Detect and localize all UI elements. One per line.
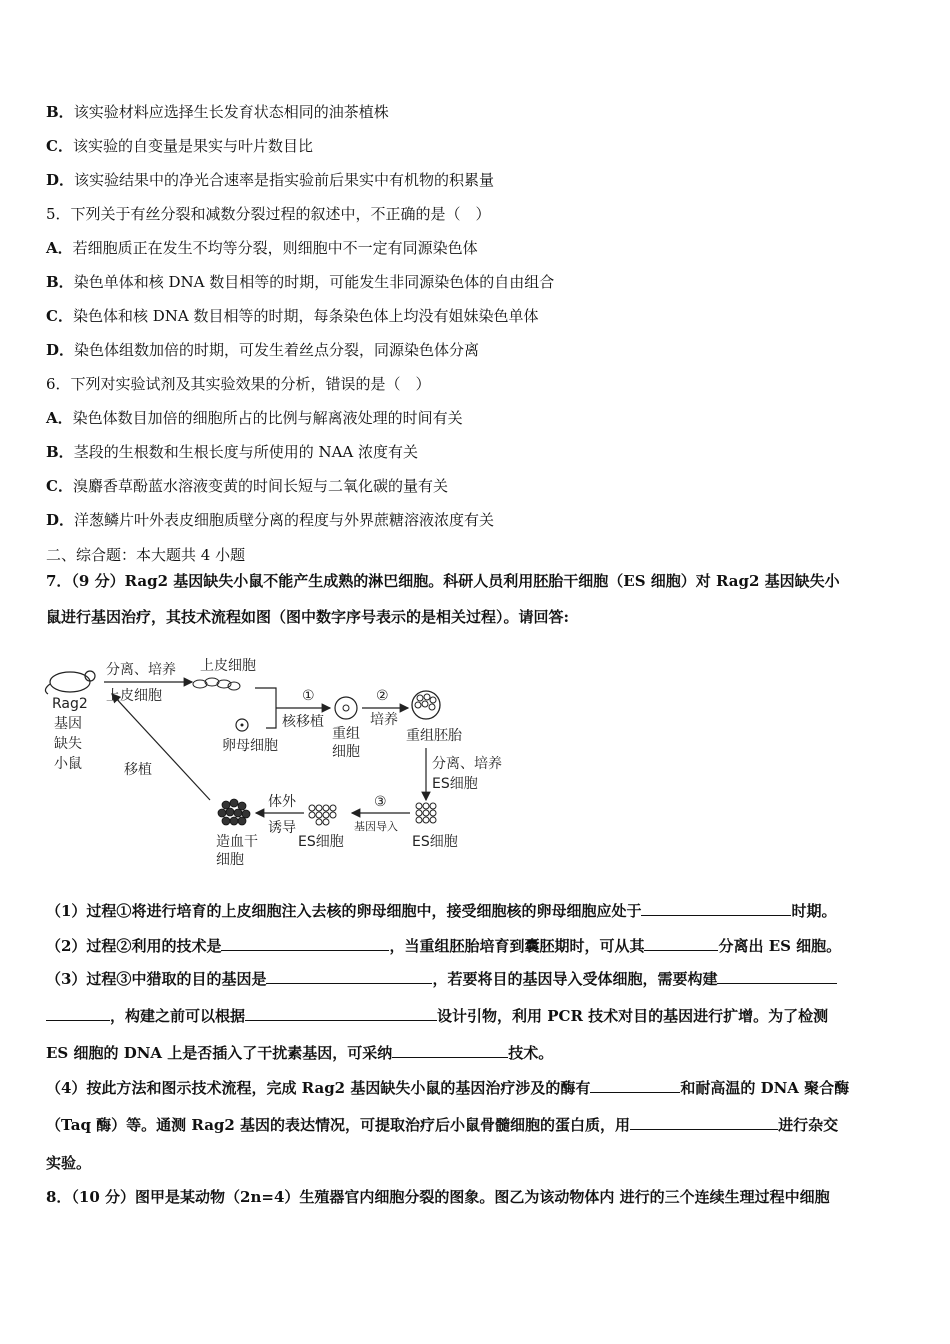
- option-text: 染色体组数加倍的时期，可发生着丝点分裂，同源染色体分离: [74, 341, 480, 359]
- answer-blank[interactable]: [221, 936, 389, 951]
- q7-sub3-line3: ES 细胞的 DNA 上是否插入了干扰素基因，可采纳 技术。: [46, 1044, 554, 1062]
- induce-label-2: 诱导: [268, 820, 296, 836]
- embryo-label: 重组胚胎: [406, 728, 462, 744]
- q5-option-d: [46, 339, 479, 361]
- option-text: 染色体数目加倍的细胞所占的比例与解离液处理的时间有关: [72, 409, 463, 427]
- option-label: D．: [46, 511, 75, 529]
- es-cells-right-icon: [416, 803, 436, 823]
- es-cells-middle-icon: [309, 805, 336, 825]
- q8-stem-line1: 8．（10 分）图甲是某动物（2n=4）生殖器官内细胞分裂的图象。图乙为该动物体内 进行的三个连续生理过程中细胞: [46, 1188, 830, 1206]
- step2-number: ②: [376, 688, 389, 704]
- transplant-label: 移植: [124, 762, 152, 778]
- transplant-arrow: [112, 694, 210, 800]
- section-heading: 二、综合题：本大题共 4 小题: [46, 546, 246, 564]
- step1-number: ①: [302, 688, 315, 704]
- option-text: 洋葱鳞片叶外表皮细胞质壁分离的程度与外界蔗糖溶液浓度有关: [74, 511, 495, 529]
- mouse-label-4: 小鼠: [54, 756, 82, 772]
- option-label: A．: [46, 239, 73, 257]
- step2-label: 培养: [370, 712, 398, 728]
- arrow1-top-label: 分离、培养: [106, 662, 176, 678]
- recombinant-label-1: 重组: [332, 726, 360, 742]
- q7-stem-line1: 7．（9 分）Rag2 基因缺失小鼠不能产生成熟的淋巴细胞。科研人员利用胚胎干细胞（ES 细胞）对 Rag2 基因缺失小: [46, 572, 840, 590]
- mouse-icon: [45, 671, 95, 694]
- arrow1-bottom-label: 上皮细胞: [106, 688, 162, 704]
- q6-option-b: [46, 441, 418, 463]
- recombinant-cell-icon: [335, 697, 357, 719]
- option-text: 该实验结果中的净光合速率是指实验前后果实中有机物的积累量: [74, 171, 495, 189]
- epithelial-label: 上皮细胞: [200, 658, 256, 674]
- step3-label: 基因导入: [354, 820, 398, 833]
- q7-sub4-line3: 实验。: [46, 1154, 92, 1172]
- step1-label: 核移植: [282, 714, 324, 730]
- q7-sub3-line1: （3）过程③中猎取的目的基因是 ，若要将目的基因导入受体细胞，需要构建: [46, 968, 837, 990]
- option-label: C．: [46, 307, 73, 325]
- q7-stem-line2: 鼠进行基因治疗，其技术流程如图（图中数字序号表示的是相关过程）。请回答:: [46, 608, 570, 626]
- q6-stem: 6．下列对实验试剂及其实验效果的分析，错误的是（ ）: [46, 375, 431, 393]
- option-text: 该实验材料应选择生长发育状态相同的油茶植株: [73, 103, 389, 121]
- mouse-label-3: 缺失: [54, 736, 82, 752]
- option-label: A．: [46, 409, 73, 427]
- q7-sub4-line1: （4）按此方法和图示技术流程，完成 Rag2 基因缺失小鼠的基因治疗涉及的酶有 和耐高温的 DNA 聚合酶: [46, 1079, 850, 1097]
- gene-therapy-flow-diagram: [40, 650, 560, 875]
- option-text: 若细胞质正在发生不均等分裂，则细胞中不一定有同源染色体: [72, 239, 478, 257]
- answer-blank[interactable]: [245, 1006, 437, 1021]
- option-label: B．: [46, 443, 74, 461]
- option-label: D．: [46, 171, 75, 189]
- q5-stem: 5．下列关于有丝分裂和减数分裂过程的叙述中，不正确的是（ ）: [46, 205, 491, 223]
- q4-option-b: [46, 101, 389, 123]
- q7-sub1: （1）过程①将进行培育的上皮细胞注入去核的卵母细胞中，接受细胞核的卵母细胞应处于 时期。: [46, 902, 837, 920]
- mouse-label-2: 基因: [54, 716, 82, 732]
- q7-sub2: （2）过程②利用的技术是 ，当重组胚胎培育到囊胚期时，可从其 分离出 ES 细胞。: [46, 937, 842, 955]
- answer-blank[interactable]: [46, 1006, 110, 1021]
- answer-blank[interactable]: [266, 969, 432, 984]
- q6-option-a: [46, 407, 463, 429]
- q4-option-c: [46, 135, 313, 157]
- q6-option-c: [46, 475, 448, 497]
- option-text: 茎段的生根数和生根长度与所使用的 NAA 浓度有关: [73, 443, 419, 461]
- answer-blank[interactable]: [392, 1043, 508, 1058]
- hematopoietic-stem-cells-icon: [218, 799, 250, 825]
- answer-blank[interactable]: [644, 936, 718, 951]
- answer-blank[interactable]: [717, 969, 837, 984]
- down-label-1: 分离、培养: [432, 756, 502, 772]
- q7-sub4-line2: （Taq 酶）等。通测 Rag2 基因的表达情况，可提取治疗后小鼠骨髓细胞的蛋白质，用 进行杂交: [46, 1116, 839, 1134]
- hsc-label-2: 细胞: [216, 852, 244, 868]
- step3-number: ③: [374, 794, 387, 810]
- answer-blank[interactable]: [590, 1078, 680, 1093]
- recombinant-label-2: 细胞: [332, 744, 360, 760]
- option-label: B．: [46, 273, 74, 291]
- epithelial-cells-icon: [193, 678, 240, 690]
- es-right-label: ES细胞: [412, 834, 458, 850]
- option-label: C．: [46, 137, 73, 155]
- induce-label-1: 体外: [268, 794, 296, 810]
- option-text: 该实验的自变量是果实与叶片数目比: [72, 137, 313, 155]
- option-label: C．: [46, 477, 73, 495]
- answer-blank[interactable]: [630, 1115, 778, 1130]
- q4-option-d: [46, 169, 494, 191]
- oocyte-label: 卵母细胞: [222, 738, 278, 754]
- option-text: 染色体和核 DNA 数目相等的时期，每条染色体上均没有姐妹染色单体: [72, 307, 539, 325]
- q6-option-d: [46, 509, 494, 531]
- q5-option-c: [46, 305, 538, 327]
- option-text: 溴麝香草酚蓝水溶液变黄的时间长短与二氧化碳的量有关: [72, 477, 448, 495]
- down-label-2: ES细胞: [432, 776, 478, 792]
- q5-option-b: [46, 271, 554, 293]
- es-middle-label: ES细胞: [298, 834, 344, 850]
- option-label: D．: [46, 341, 75, 359]
- q5-option-a: [46, 237, 478, 259]
- embryo-icon: [412, 691, 440, 719]
- mouse-label-1: Rag2: [52, 696, 88, 712]
- answer-blank[interactable]: [641, 901, 791, 916]
- option-label: B．: [46, 103, 74, 121]
- q7-sub3-line2: ，构建之前可以根据 设计引物，利用 PCR 技术对目的基因进行扩增。为了检测: [46, 1005, 828, 1027]
- option-text: 染色单体和核 DNA 数目相等的时期，可能发生非同源染色体的自由组合: [73, 273, 555, 291]
- hsc-label-1: 造血干: [216, 834, 258, 850]
